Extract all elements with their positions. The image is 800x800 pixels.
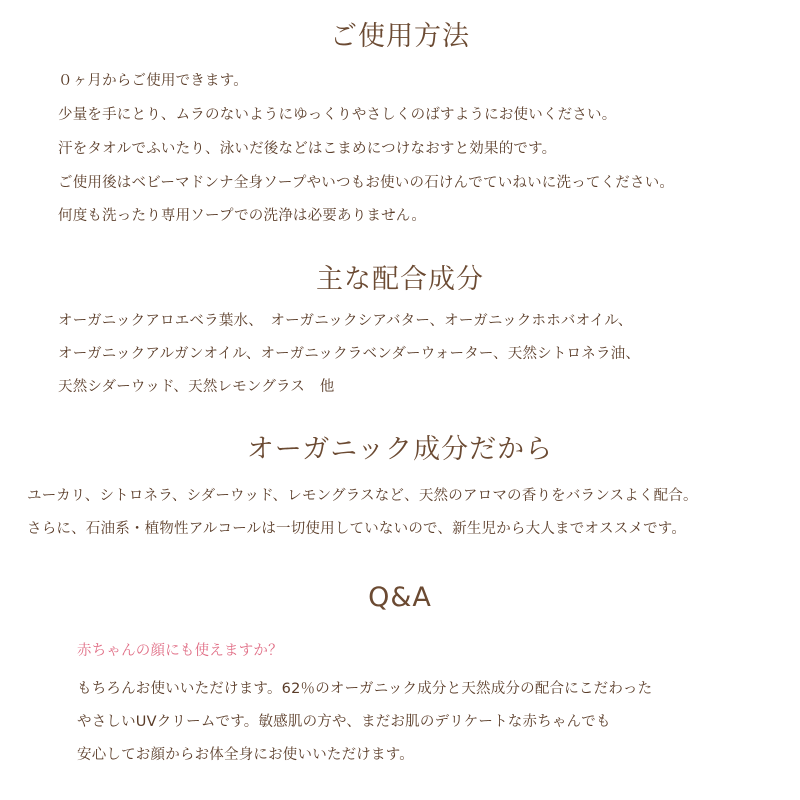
organic-line: ユーカリ、シトロネラ、シダーウッド、レモングラスなど、天然のアロマの香りをバランスよく配合。: [27, 488, 698, 504]
ingredients-line: オーガニックアルガンオイル、オーガニックラベンダーウォーター、天然シトロネラ油、: [58, 346, 641, 362]
ingredients-line: 天然シダーウッド、天然レモングラス 他: [58, 379, 335, 395]
usage-line: ご使用後はベビーマドンナ全身ソープやいつもお使いの石けんでていねいに洗ってください。: [58, 175, 675, 191]
usage-line: ０ヶ月からご使用できます。: [58, 73, 248, 89]
organic-heading: オーガニック成分だから: [246, 434, 554, 465]
organic-line: さらに、石油系・植物性アルコールは一切使用していないので、新生児から大人までオススメです。: [27, 521, 687, 537]
qa-question: 赤ちゃんの顔にも使えますか？: [77, 643, 283, 659]
ingredients-heading: 主な配合成分: [316, 264, 484, 295]
qa-heading: Q&A: [368, 582, 432, 613]
usage-line: 何度も洗ったり専用ソープでの洗浄は必要ありません。: [58, 208, 427, 224]
qa-answer-line: 安心してお顔からお体全身にお使いいただけます。: [77, 747, 414, 763]
qa-answer-line: やさしいUVクリームです。敏感肌の方や、まだお肌のデリケートな赤ちゃんでも: [77, 714, 611, 730]
usage-line: 少量を手にとり、ムラのないようにゆっくりやさしくのばすようにお使いください。: [58, 107, 617, 123]
usage-line: 汗をタオルでふいたり、泳いだ後などはこまめにつけなおすと効果的です。: [58, 141, 557, 157]
ingredients-line: オーガニックアロエベラ葉水、 オーガニックシアバター、オーガニックホホバオイル、: [58, 313, 633, 329]
usage-heading: ご使用方法: [330, 21, 470, 52]
qa-answer-line: もちろんお使いいただけます。62％のオーガニック成分と天然成分の配合にこだわった: [77, 681, 653, 697]
